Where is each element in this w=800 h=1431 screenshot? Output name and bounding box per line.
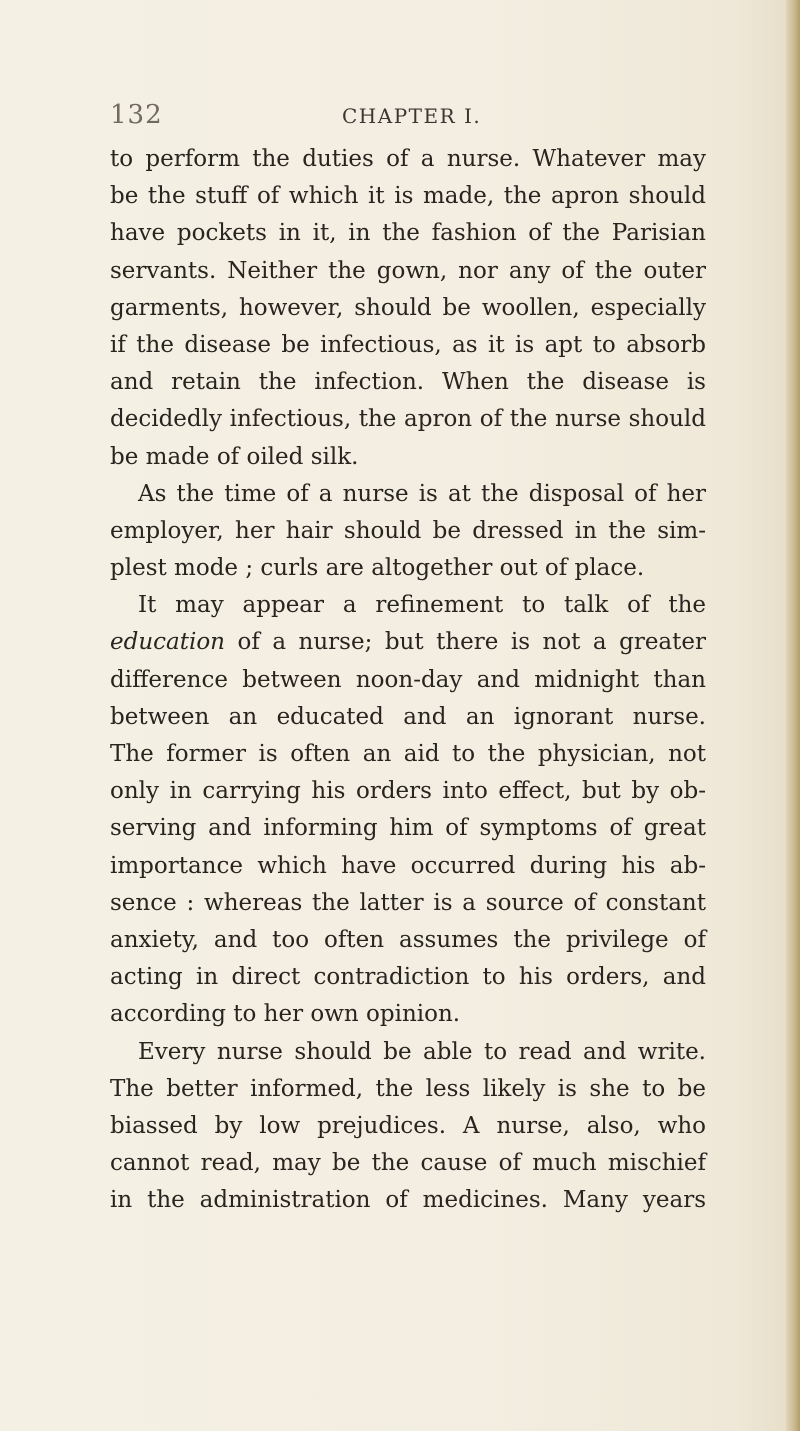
text-line [110,587,706,624]
text-line: be made of oiled silk. [110,443,359,470]
text-line: servants. Neither the gown, nor any of the outer [110,257,706,284]
italic-word: education [110,629,225,656]
text-line: importance which have occurred during his ab- [110,852,706,879]
text-fragment: of a nurse; but there is not a greater [225,629,706,656]
text-line: serving and informing him of symptoms of great [110,815,706,842]
text-line: have pockets in it, in the fashion of the Parisian [110,220,706,247]
text-line [110,624,706,661]
text-line: only in carrying his orders into effect, but by ob- [110,778,706,805]
text-line: and retain the infection. When the disease is [110,369,706,396]
text-line: be the stuff of which it is made, the apron should [110,183,706,210]
text-line: to perform the duties of a nurse. Whatever may [110,146,706,172]
text-line: garments, however, should be woollen, especially [110,294,706,321]
text-line: plest mode ; curls are altogether out of place. [110,555,645,582]
text-line: employer, her hair should be dressed in the sim- [110,517,706,544]
text-line: difference between noon-day and midnight than [110,666,706,693]
text-line: sence : whereas the latter is a source of constant [110,889,706,916]
text-line: according to her own opinion. [110,1001,461,1028]
text-line: Every nurse should be able to read and write. [138,1038,706,1065]
text-line: cannot read, may be the cause of much mischief [110,1150,706,1177]
text-line: decidedly infectious, the apron of the nurse should [110,406,706,433]
page-number: 132 [110,100,163,130]
running-head: CHAPTER I. [342,104,482,128]
text-line: anxiety, and too often assumes the privilege of [110,926,706,953]
page-header [110,100,710,140]
text-line: between an educated and an ignorant nurse. [110,703,706,730]
text-line: The better informed, the less likely is she to be [110,1075,706,1102]
text-line: if the disease be infectious, as it is apt to absorb [110,331,706,358]
page-edge-shadow [786,0,800,1431]
text-line: The former is often an aid to the physician, not [110,741,706,767]
text-line: As the time of a nurse is at the disposal of her [138,480,706,507]
text-line: in the administration of medicines. Many years [110,1187,706,1214]
text-line: biassed by low prejudices. A nurse, also, who [110,1112,706,1139]
text-fragment: It may appear a refinement to talk of the [138,592,706,619]
text-line: acting in direct contradiction to his orders, and [110,964,706,991]
body-text [110,141,706,1219]
